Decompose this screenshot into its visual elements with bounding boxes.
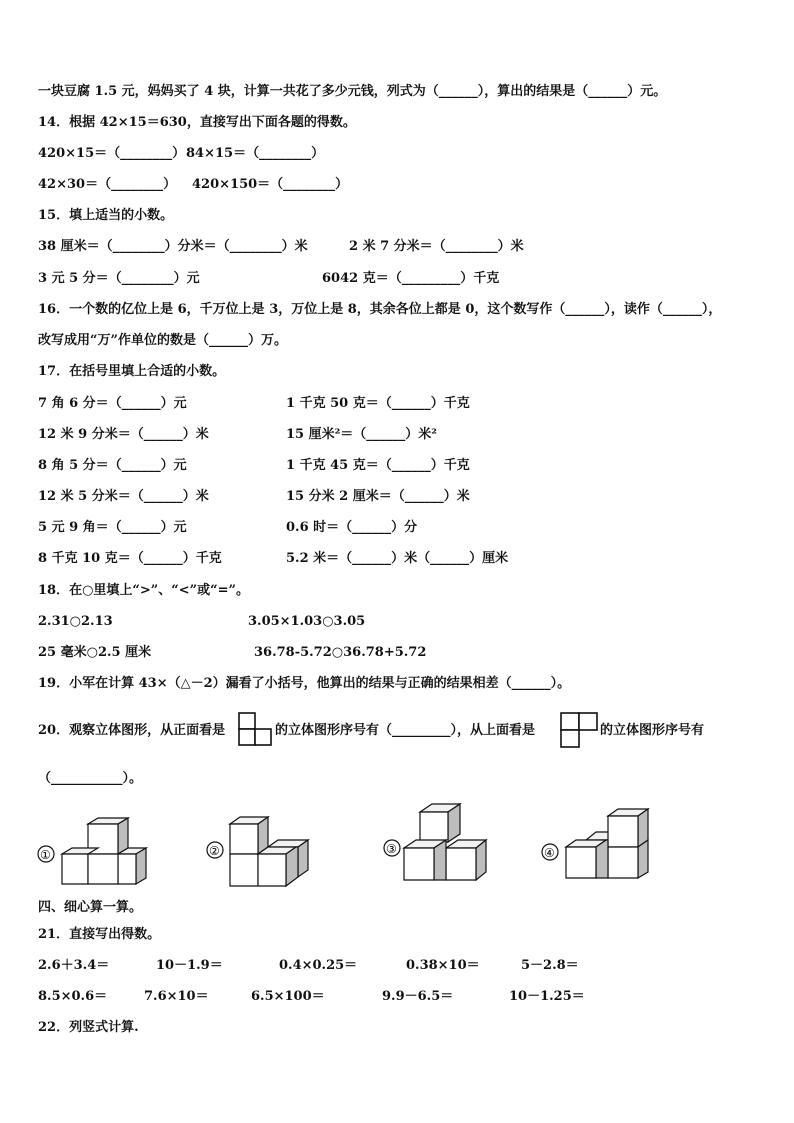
q17-left-item: 8 角 5 分＝（______）元 xyxy=(38,458,187,473)
solid-figure-1 xyxy=(36,812,150,892)
q14-item: 42×30＝（________） xyxy=(38,177,177,192)
q14-item: 420×150＝（________） xyxy=(192,177,349,192)
q21-item: 5－2.8＝ xyxy=(521,958,579,973)
q14-item: 420×15＝（________） xyxy=(38,146,186,161)
figure-number: ④ xyxy=(544,846,555,860)
q17-right-item: 0.6 时＝（______）分 xyxy=(286,520,418,535)
q20-part2: 的立体图形序号有（_________），从上面看是 xyxy=(275,723,536,738)
q22-title: 22．列竖式计算. xyxy=(38,1020,139,1035)
q17-right-item: 15 分米 2 厘米＝（______）米 xyxy=(286,489,470,504)
q15-title: 15．填上适当的小数。 xyxy=(38,208,174,223)
q21-item: 10－1.25＝ xyxy=(509,989,585,1004)
solid-figure-3 xyxy=(382,800,490,884)
figure-number: ① xyxy=(40,848,51,862)
q15-item: 38 厘米＝（________）分米＝（________）米 xyxy=(38,239,308,254)
q15-item: 2 米 7 分米＝（________）米 xyxy=(349,239,524,254)
q17-left-item: 12 米 9 分米＝（______）米 xyxy=(38,427,209,442)
q21-item: 2.6＋3.4＝ xyxy=(38,958,110,973)
figure-number: ③ xyxy=(386,842,397,856)
q16-line2: 改写成用“万”作单位的数是（______）万。 xyxy=(38,333,287,348)
figure-number: ② xyxy=(209,844,220,858)
q21-item: 0.4×0.25＝ xyxy=(279,958,358,973)
q21-item: 10－1.9＝ xyxy=(156,958,223,973)
solid-figure-4 xyxy=(540,806,652,886)
q18-item: 2.31○2.13 xyxy=(38,614,113,629)
q16-line1: 16．一个数的亿位上是 6，千万位上是 3，万位上是 8，其余各位上都是 0，这个数写作（______），读作（______）， xyxy=(38,302,722,317)
q21-item: 6.5×100＝ xyxy=(251,989,325,1004)
q20-part1: 20．观察立体图形，从正面看是 xyxy=(38,723,226,738)
q21-item: 9.9－6.5＝ xyxy=(382,989,454,1004)
q21-item: 8.5×0.6＝ xyxy=(38,989,108,1004)
q17-left-item: 12 米 5 分米＝（______）米 xyxy=(38,489,209,504)
q18-title: 18．在○里填上“>”、“<”或“=”。 xyxy=(38,583,249,598)
q17-left-item: 7 角 6 分＝（______）元 xyxy=(38,396,187,411)
q18-item: 36.78-5.72○36.78+5.72 xyxy=(254,645,427,660)
q19-text: 19．小军在计算 43×（△－2）漏看了小括号，他算出的结果与正确的结果相差（______）。 xyxy=(38,676,571,691)
q14-title: 14．根据 42×15＝630，直接写出下面各题的得数。 xyxy=(38,115,356,130)
q18-item: 25 毫米○2.5 厘米 xyxy=(38,645,152,660)
q18-item: 3.05×1.03○3.05 xyxy=(248,614,366,629)
top-view-icon xyxy=(560,712,598,748)
q17-right-item: 15 厘米²＝（______）米² xyxy=(286,427,438,442)
q21-item: 7.6×10＝ xyxy=(144,989,209,1004)
q17-title: 17．在括号里填上合适的小数。 xyxy=(38,364,226,379)
q17-right-item: 1 千克 45 克＝（______）千克 xyxy=(286,458,470,473)
q21-item: 0.38×10＝ xyxy=(406,958,480,973)
q20-part3: 的立体图形序号有 xyxy=(600,723,705,738)
q17-left-item: 5 元 9 角＝（______）元 xyxy=(38,520,187,535)
solid-figure-2 xyxy=(206,812,318,892)
section-title: 四、细心算一算。 xyxy=(38,900,143,915)
q15-item: 3 元 5 分＝（________）元 xyxy=(38,271,200,286)
q14-item: 84×15＝（________） xyxy=(186,146,325,161)
q17-right-item: 5.2 米＝（______）米（______）厘米 xyxy=(286,551,509,566)
q20-line2: （___________）。 xyxy=(38,771,143,786)
q15-item: 6042 克＝（_________）千克 xyxy=(322,271,500,286)
q17-left-item: 8 千克 10 克＝（______）千克 xyxy=(38,551,222,566)
q13-text: 一块豆腐 1.5 元，妈妈买了 4 块，计算一共花了多少元钱，列式为（______），算出的结果是（______）元。 xyxy=(38,84,667,99)
q21-title: 21．直接写出得数。 xyxy=(38,927,161,942)
front-view-icon xyxy=(238,712,272,746)
q17-right-item: 1 千克 50 克＝（______）千克 xyxy=(286,396,470,411)
